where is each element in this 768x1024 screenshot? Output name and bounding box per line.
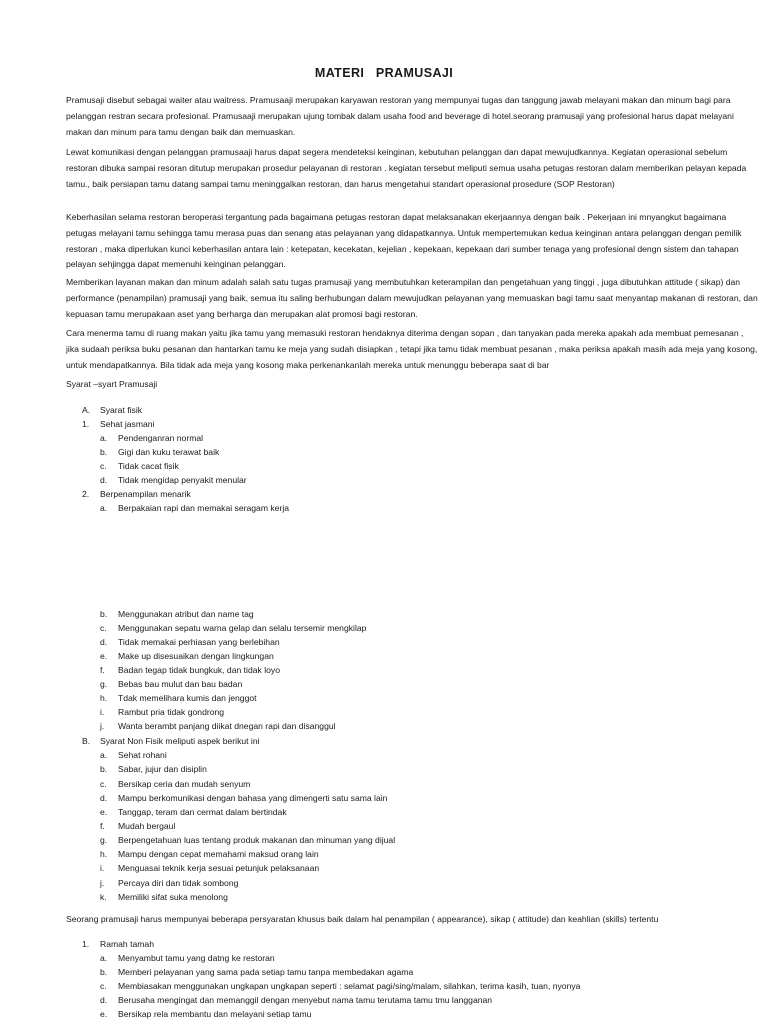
list-item-text: Make up disesuaikan dengan lingkungan <box>118 651 274 661</box>
document-title: MATERI PRAMUSAJI <box>314 66 454 80</box>
list-item-text: Tidak mengidap penyakit menular <box>118 475 247 485</box>
list-item-text: Pendenganran normal <box>118 433 204 443</box>
paragraph-layanan: Memberikan layanan makan dan minum adalah salah satu tugas pramusaji yang membutuhkan keterampilan dan pengetahuan yang tinggi , juga dibutuhkan attitude ( sikap) dan performance (penampilan) pramusaji yang baik, semua itu saling berhubungan dalam mewujudkan pelayanan yang memuaskan bagi tamu saat menyantap makanan di restoran, dan kepuasan tamu merupakaan aset yang berharga dan merupakan alat promosi bagi restoran. <box>66 277 758 319</box>
list-item <box>100 501 289 516</box>
list-marker: i. <box>100 707 105 717</box>
list-item <box>100 951 275 966</box>
list-marker: c. <box>100 623 107 633</box>
list-marker: f. <box>100 665 105 675</box>
list-item-text: Membiasakan menggunakan ungkapan ungkapan seperti : selamat pagi/sing/malam, silahkan, terima kasih, tuan, nyonya <box>118 981 581 991</box>
list-item <box>100 965 413 980</box>
section-a-heading <box>82 403 142 418</box>
list-marker: e. <box>100 1009 108 1019</box>
list-item-text: Mampu berkomunikasi dengan bahasa yang dimengerti satu sama lain <box>118 793 388 803</box>
paragraph-komunikasi: Lewat komunikasi dengan pelanggan pramusaaji harus dapat segera mendeteksi keinginan, kebutuhan pelanggan dan dapat mewujudkannya. Kegiatan operasional sebelum restoran dibuka sampai resoran ditutup merupakan prosedur pelayanan di restoran . kegiatan tersebut meliputi semua usaha petugas restoran dalam memberikan pelayan kepada tamu., baik persiapan tamu datang sampai tamu meninggalkan restoran, dan harus mengetahui standart operasional prosedure (SOP Restoran) <box>66 147 747 189</box>
list-item <box>100 445 219 460</box>
list-item-text: Bersikap ceria dan mudah senyum <box>118 779 251 789</box>
list-marker: 1. <box>82 939 90 949</box>
section-b-heading <box>82 734 260 749</box>
list-item <box>100 861 319 876</box>
list-item-text: Berusaha mengingat dan memanggil dengan menyebut nama tamu terutama tamu tmu langganan <box>118 995 493 1005</box>
list-marker: a. <box>100 503 108 513</box>
list-marker: b. <box>100 609 108 619</box>
list-item <box>100 677 242 692</box>
list-item <box>100 890 228 905</box>
list-marker: c. <box>100 981 107 991</box>
list-marker: e. <box>100 651 108 661</box>
list-label: Sehat jasmani <box>100 419 155 429</box>
list-item-text: Menyambut tamu yang datng ke restoran <box>118 953 275 963</box>
list-marker: g. <box>100 835 108 845</box>
list-item-text: Wanta berambt panjang diikat dnegan rapi dan disanggul <box>118 721 336 731</box>
list-item-text: Mudah bergaul <box>118 821 176 831</box>
list-marker: k. <box>100 892 107 902</box>
paragraph-keberhasilan: Keberhasilan selama restoran beroperasi tergantung pada bagaimana petugas restoran dapat melaksanakan ekerjaannya dengan baik . Pekerjaan ini mnyangkut bagaimana petugas melayani tamu sehingga tamu merasa puas dan senang atas pelayanan yang didapatkannya. Untuk mempertemukan kedua keinginan antara pelanggan dengan pemilik restoran , maka diperlukan kunci keberhasilan antara lain : ketepatan, kecekatan, kejelian , kepekaan, kepekaan dari sumber tenaga yang profesional dengn sistem dan tahapan pelayan sehjingga dapat memenuhi keinginan pelanggan. <box>66 212 742 270</box>
list-marker: a. <box>100 750 108 760</box>
list-item <box>100 691 257 706</box>
list-item-text: Tdak memelihara kumis dan jenggot <box>118 693 257 703</box>
list-item <box>100 473 247 488</box>
list-item <box>100 649 274 664</box>
list-marker: i. <box>100 863 105 873</box>
list-item <box>100 1007 311 1022</box>
list-item-text: Bebas bau mulut dan bau badan <box>118 679 243 689</box>
list-item-text: Memiliki sifat suka menolong <box>118 892 228 902</box>
list-item-text: Mampu dengan cepat memahami maksud orang lain <box>118 849 319 859</box>
list-item <box>100 635 280 650</box>
list-item-text: Sabar, jujur dan disiplin <box>118 764 207 774</box>
list-marker: 2. <box>82 489 90 499</box>
list-item <box>100 621 366 636</box>
list-label: Syarat fisik <box>100 405 143 415</box>
list-marker: b. <box>100 967 108 977</box>
list-marker: B. <box>82 736 91 746</box>
list-item-text: Rambut pria tidak gondrong <box>118 707 225 717</box>
list-marker: d. <box>100 995 108 1005</box>
list-item <box>100 607 254 622</box>
list-marker: j. <box>100 721 105 731</box>
list-marker: d. <box>100 475 108 485</box>
list-item <box>100 777 250 792</box>
list-item <box>100 459 179 474</box>
list-item <box>100 819 175 834</box>
list-item <box>100 719 336 734</box>
list-item-text: Menggunakan atribut dan name tag <box>118 609 254 619</box>
list-item <box>100 663 280 678</box>
list-marker: h. <box>100 693 108 703</box>
list-item <box>100 993 492 1008</box>
list-item <box>100 762 207 777</box>
list-item <box>100 876 238 891</box>
list-item <box>100 431 203 446</box>
list-item <box>100 805 287 820</box>
ramah-tamah-heading <box>82 937 154 952</box>
list-item <box>100 748 167 763</box>
list-item-text: Tidak memakai perhiasan yang berlebihan <box>118 637 280 647</box>
list-marker: e. <box>100 807 108 817</box>
list-label: Syarat Non Fisik meliputi aspek berikut ini <box>100 736 260 746</box>
list-label: Ramah tamah <box>100 939 154 949</box>
list-marker: c. <box>100 779 107 789</box>
list-item-text: Menguasai teknik kerja sesuai petunjuk pelaksanaan <box>118 863 320 873</box>
list-item-text: Menggunakan sepatu warna gelap dan selalu tersemir mengkilap <box>118 623 367 633</box>
list-marker: d. <box>100 793 108 803</box>
list-marker: b. <box>100 764 108 774</box>
list-item <box>100 847 319 862</box>
list-marker: b. <box>100 447 108 457</box>
list-marker: j. <box>100 878 105 888</box>
list-item-text: Tidak cacat fisik <box>118 461 179 471</box>
list-item-text: Percaya diri dan tidak sombong <box>118 878 239 888</box>
list-item-text: Gigi dan kuku terawat baik <box>118 447 220 457</box>
list-marker: 1. <box>82 419 90 429</box>
list-marker: h. <box>100 849 108 859</box>
list-item-text: Memberi pelayanan yang sama pada setiap tamu tanpa membedakan agama <box>118 967 414 977</box>
list-marker: c. <box>100 461 107 471</box>
list-item-text: Berpakaian rapi dan memakai seragam kerja <box>118 503 290 513</box>
syarat-heading: Syarat –syart Pramusaji <box>66 379 158 389</box>
list-marker: A. <box>82 405 91 415</box>
sub-heading-berpenampilan <box>82 487 191 502</box>
list-item <box>100 705 224 720</box>
list-marker: a. <box>100 953 108 963</box>
list-item <box>100 979 580 994</box>
list-item-text: Berpengetahuan luas tentang produk makanan dan minuman yang dijual <box>118 835 396 845</box>
list-marker: f. <box>100 821 105 831</box>
list-item <box>100 791 387 806</box>
list-item-text: Bersikap rela membantu dan melayani setiap tamu <box>118 1009 312 1019</box>
list-label: Berpenampilan menarik <box>100 489 191 499</box>
list-item <box>100 833 395 848</box>
paragraph-persyaratan: Seorang pramusaji harus mempunyai beberapa persyaratan khusus baik dalam hal penampilan ( appearance), sikap ( attitude) dan keahlian (skills) tertentu <box>66 914 659 924</box>
list-item-text: Tanggap, teram dan cermat dalam bertindak <box>118 807 287 817</box>
sub-heading-sehat-jasmani <box>82 417 154 432</box>
list-marker: d. <box>100 637 108 647</box>
list-item-text: Badan tegap tidak bungkuk, dan tidak loyo <box>118 665 280 675</box>
list-marker: g. <box>100 679 108 689</box>
list-item-text: Sehat rohani <box>118 750 167 760</box>
list-marker: a. <box>100 433 108 443</box>
paragraph-intro: Pramusaji disebut sebagai waiter atau waitress. Pramusaaji merupakan karyawan restoran yang mempunyai tugas dan tanggung jawab melayani makan dan minum bagi para pelanggan restran secara profesional. Pramusaaji merupakan ujung tombak dalam usaha food and beverage di hotel.seorang pramusaji yang profesional harus dapat melayani makan dan minum para tamu dengan baik dan memuaskan. <box>66 95 734 137</box>
paragraph-menerima-tamu: Cara menerma tamu di ruang makan yaitu jika tamu yang memasuki restoran hendaknya diterima dengan sopan , dan tanyakan pada mereka apakah ada membuat pemesanan , jika sudaah periksa buku pesanan dan hantarkan tamu ke meja yang sudah disiapkan , tetapi jika tamu tidak membuat pesanan , maka periksa apakah masih ada meja yang kosong, untuk mendapatkannya. Bila tidak ada meja yang kosong maka perkenankanlah mereka untuk menunggu beberapa saat di bar <box>66 328 758 370</box>
